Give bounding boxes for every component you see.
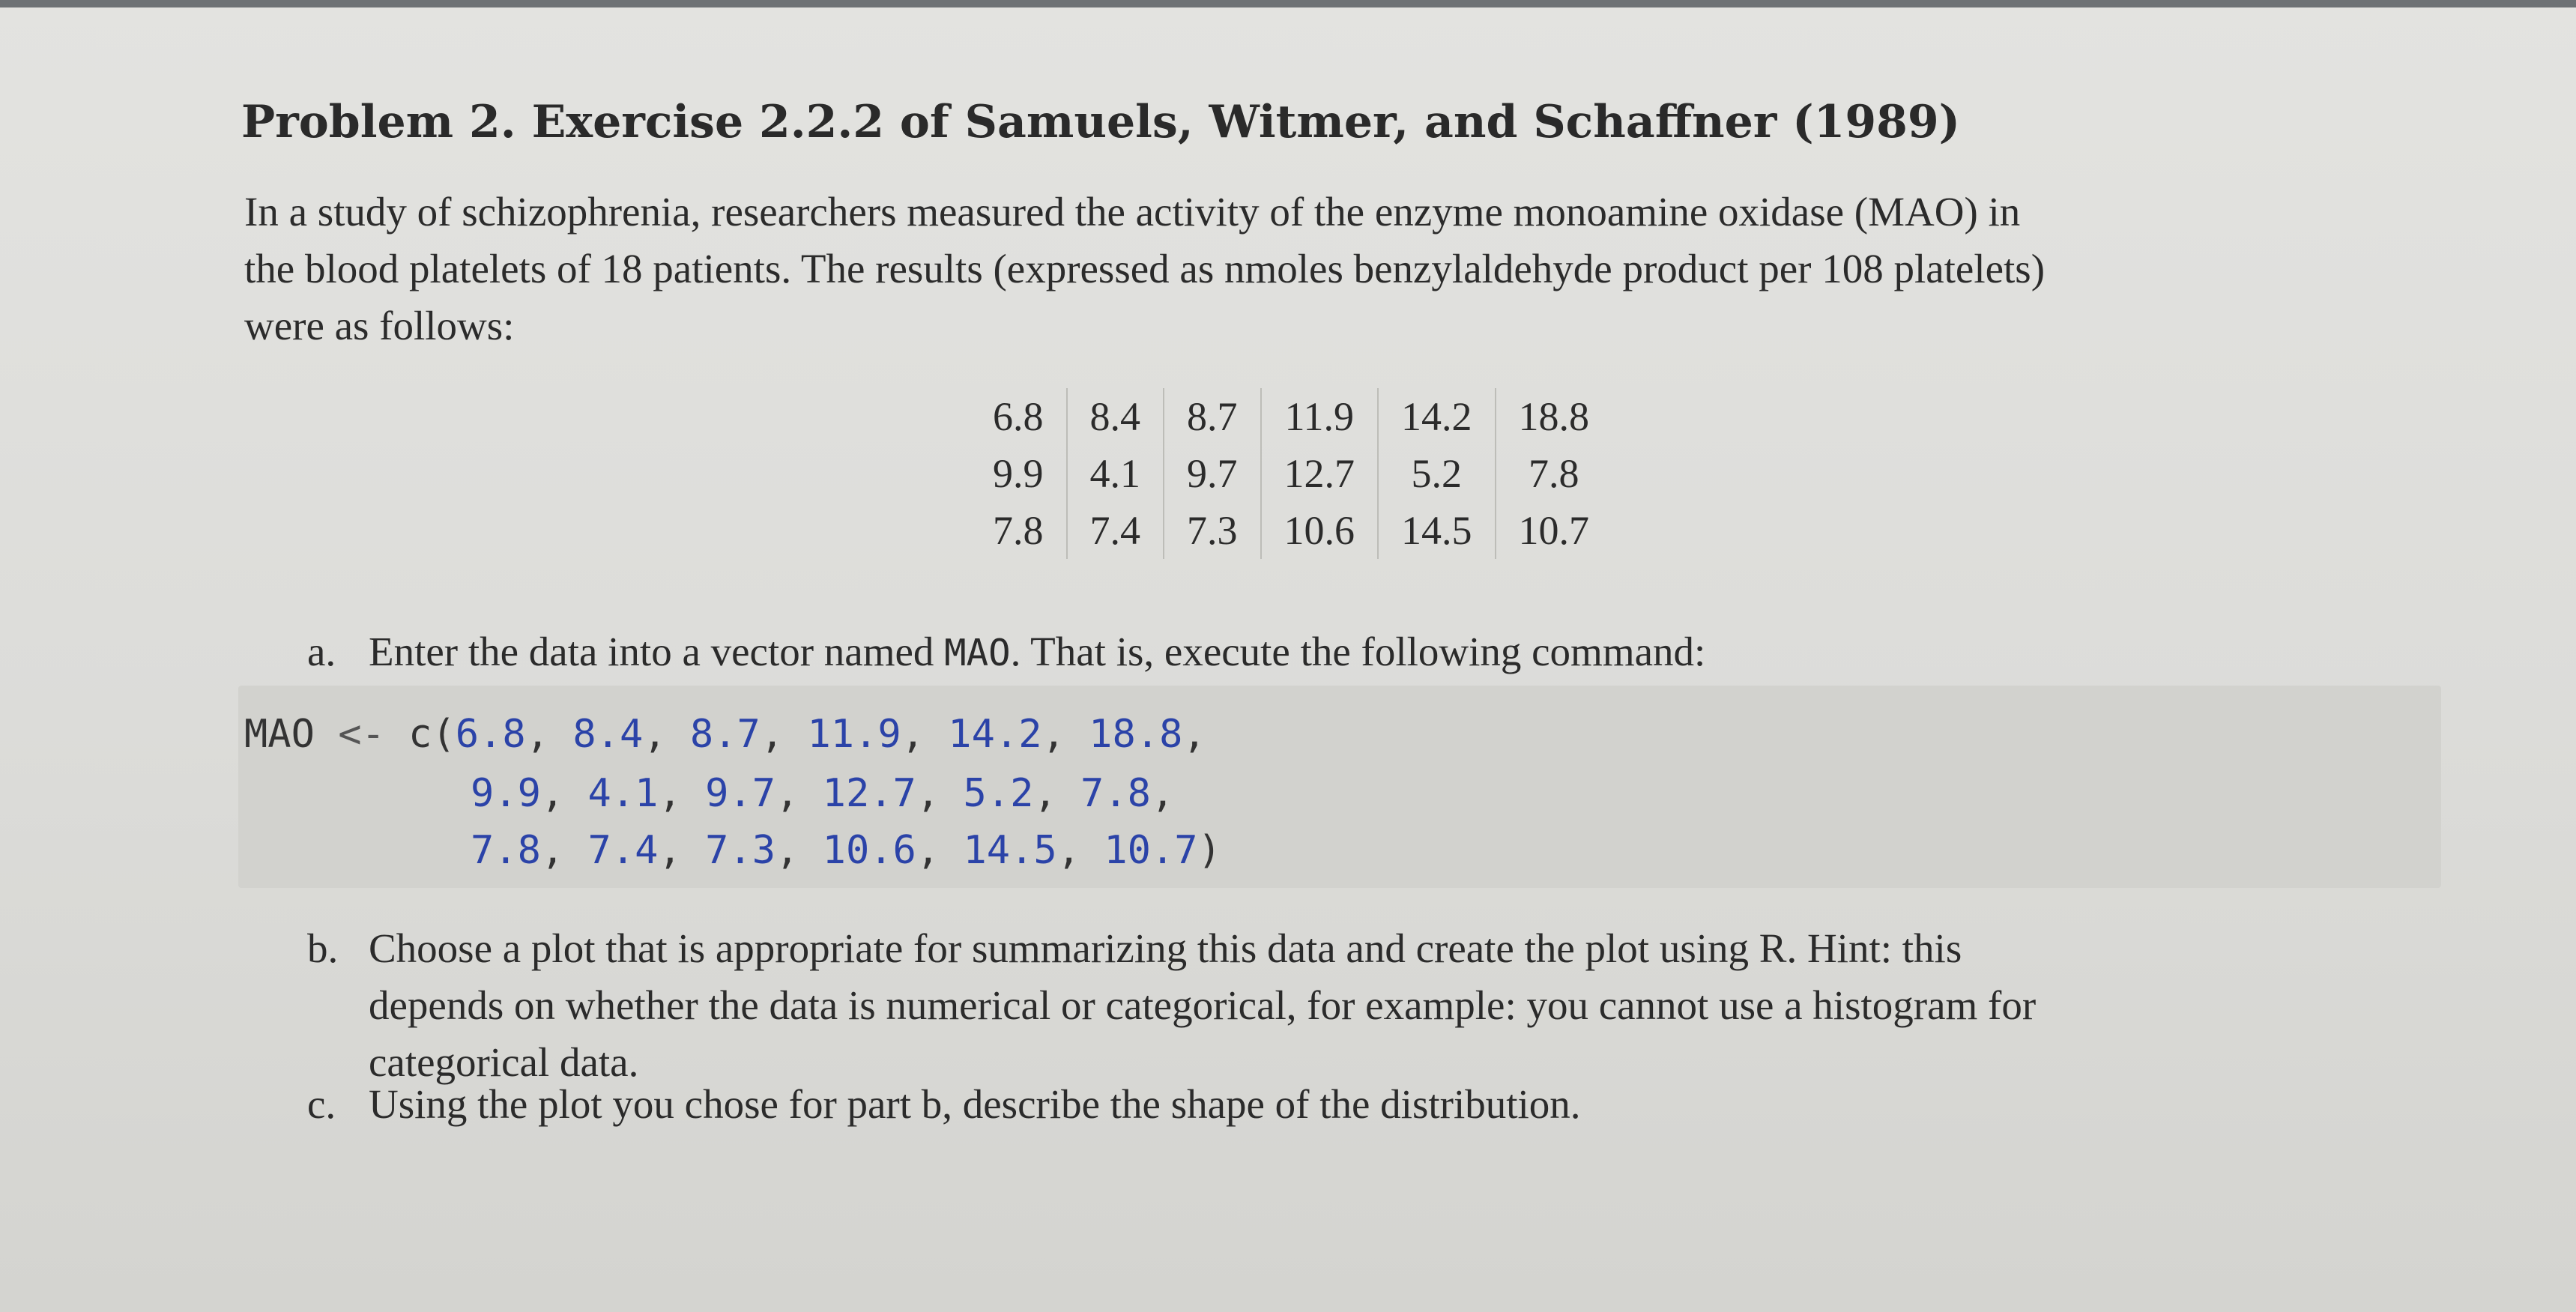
intro-line: were as follows: [244,303,515,348]
table-cell: 8.7 [1164,388,1261,445]
code-line-2: 9.9, 4.1, 9.7, 12.7, 5.2, 7.8, [471,771,1175,816]
table-row [970,445,1612,502]
code-num: 9.9 [471,771,541,816]
part-b-line: categorical data. [369,1039,639,1085]
part-b-label: b. [307,925,339,971]
part-c [307,1076,2480,1133]
table-cell: 10.7 [1496,502,1612,559]
code-num: 6.8 [455,712,526,757]
code-num: 7.4 [587,828,659,873]
code-num: 4.1 [587,771,659,816]
code-assign: <- [338,712,385,757]
code-line-3: 7.8, 7.4, 7.3, 10.6, 14.5, 10.7) [471,828,1221,873]
part-c-label: c. [307,1081,336,1127]
code-num: 14.2 [948,712,1042,757]
table-cell: 7.8 [1496,445,1612,502]
intro-line: the blood platelets of 18 patients. The results (expressed as nmoles benzylaldehyde product per 108 platelets) [244,246,2046,291]
table-cell: 11.9 [1261,388,1379,445]
code-num: 12.7 [822,771,916,816]
intro-line: In a study of schizophrenia, researchers measured the activity of the enzyme monoamine oxidase (MAO) in [244,189,2021,235]
table-cell: 8.4 [1067,388,1164,445]
part-a-text [369,623,1705,682]
table-cell: 7.3 [1164,502,1261,559]
code-num: 10.7 [1104,828,1198,873]
table-cell: 7.4 [1067,502,1164,559]
table-cell: 9.7 [1164,445,1261,502]
code-num: 18.8 [1089,712,1183,757]
mao-data-table [970,388,1612,559]
table-cell: 14.5 [1378,502,1496,559]
table-cell: 4.1 [1067,445,1164,502]
code-num: 7.8 [471,828,541,873]
code-num: 11.9 [807,712,901,757]
top-edge [0,0,2576,7]
table-cell: 14.2 [1378,388,1496,445]
problem-intro [244,184,2402,354]
code-num: 9.7 [705,771,776,816]
table-cell: 7.8 [993,508,1044,553]
table-cell: 9.9 [993,451,1044,496]
code-num: 5.2 [963,771,1034,816]
code-num: 14.5 [963,828,1057,873]
table-cell: 5.2 [1378,445,1496,502]
part-c-text: Using the plot you chose for part b, describe the shape of the distribution. [369,1081,1581,1127]
part-a-text-after: . That is, execute the following command: [1010,629,1706,674]
part-b-text [369,920,2467,1091]
table-cell: 18.8 [1496,388,1612,445]
code-num: 7.8 [1080,771,1151,816]
part-a [307,623,2480,680]
code-num: 10.6 [822,828,916,873]
table-row [970,502,1612,559]
part-a-text-before: Enter the data into a vector named [369,629,945,674]
table-cell: 6.8 [993,394,1044,439]
part-a-label: a. [307,629,336,674]
code-fn: c( [408,712,456,757]
code-close: ) [1197,828,1221,873]
part-a-code-name: MAO [944,632,1011,674]
code-line-1: MAO <- c(6.8, 8.4, 8.7, 11.9, 14.2, 18.8, [244,712,1206,757]
part-b [307,920,2518,1092]
problem-title: Problem 2. Exercise 2.2.2 of Samuels, Witmer, and Schaffner (1989) [241,96,1961,148]
code-num: 8.4 [572,712,644,757]
table-cell: 10.6 [1261,502,1379,559]
table-cell: 12.7 [1261,445,1379,502]
part-b-line: depends on whether the data is numerical or categorical, for example: you cannot use a histogram for [369,982,2037,1028]
table-row [970,388,1612,445]
code-var: MAO [244,712,315,757]
code-num: 7.3 [705,828,776,873]
part-b-line: Choose a plot that is appropriate for summarizing this data and create the plot using R. Hint: this [369,925,1962,971]
code-num: 8.7 [689,712,761,757]
